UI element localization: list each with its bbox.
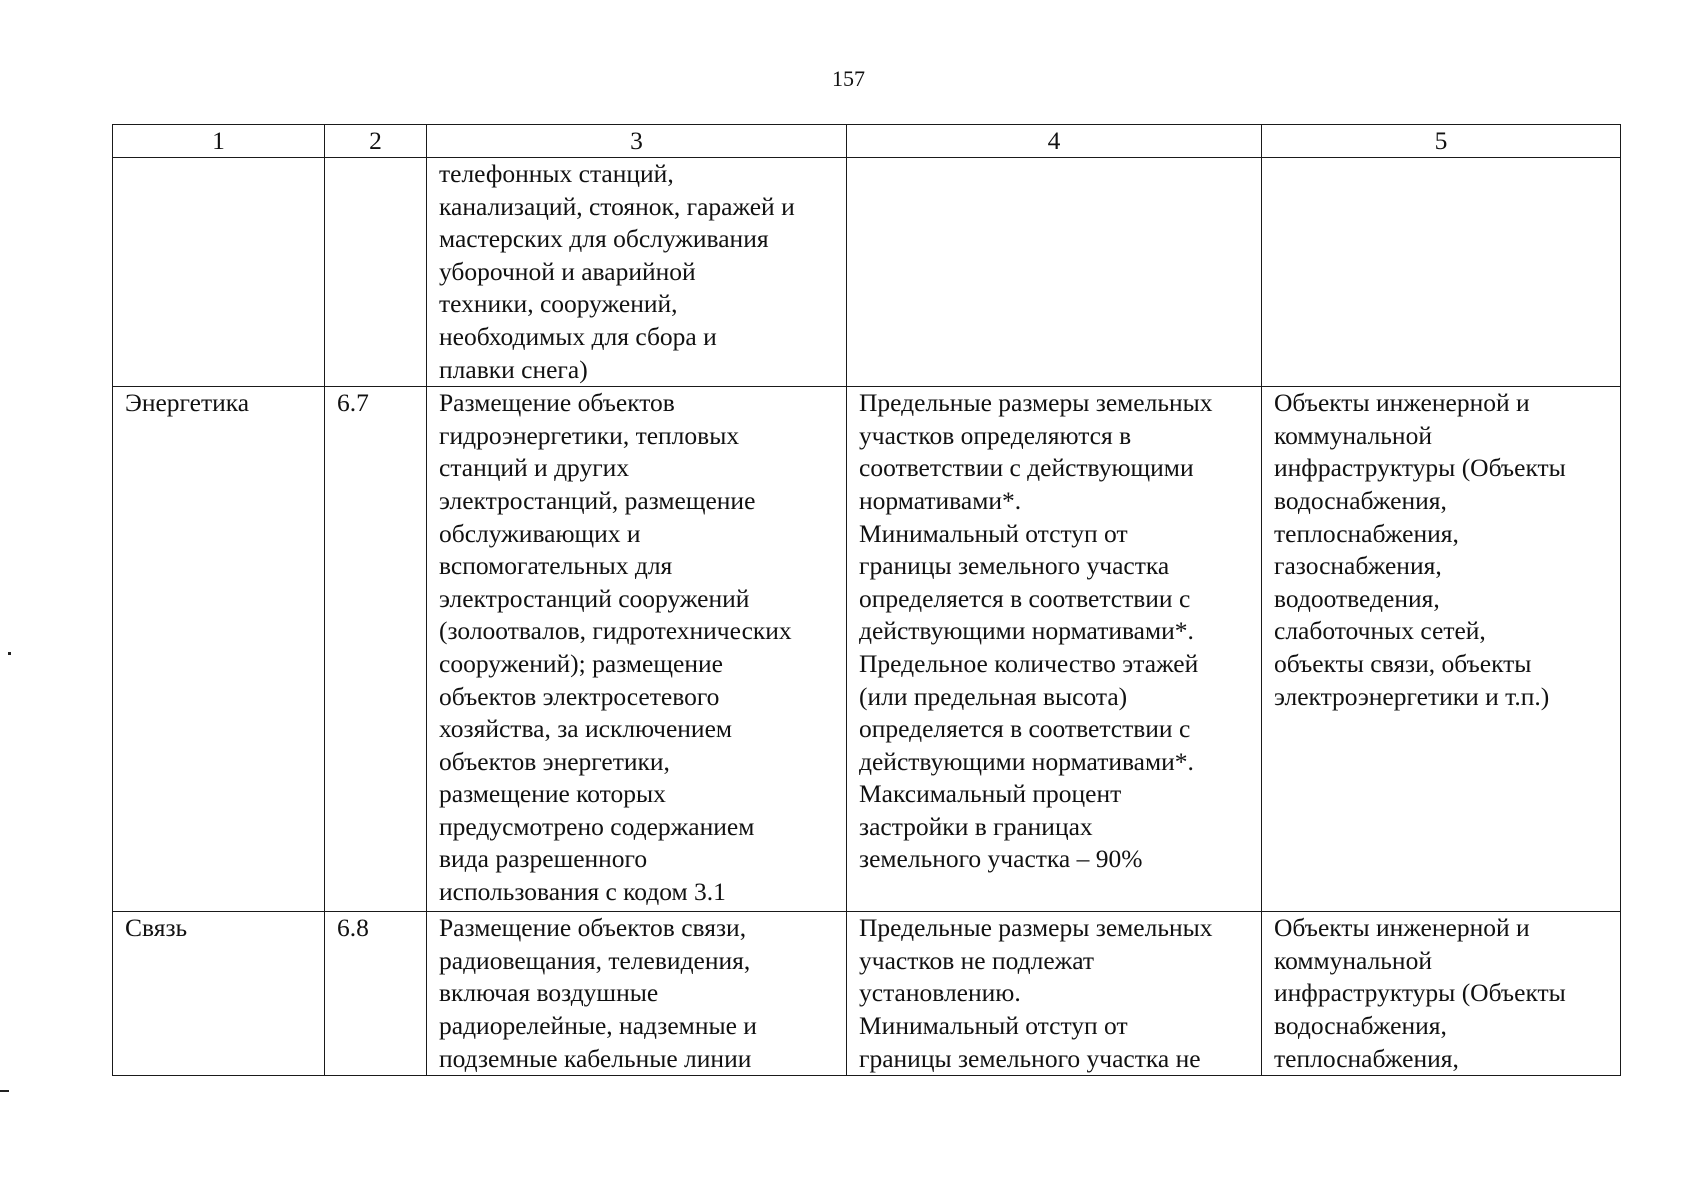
cell-line: Размещение объектов bbox=[439, 388, 675, 418]
cell-line: водоснабжения, bbox=[1274, 1010, 1447, 1040]
cell-line: водоснабжения, bbox=[1274, 485, 1447, 515]
cell-line: объектов электросетевого bbox=[439, 681, 720, 711]
cell-line: гидроэнергетики, тепловых bbox=[439, 420, 740, 450]
cell-line: обслуживающих и bbox=[439, 518, 641, 548]
page-number: 157 bbox=[832, 66, 865, 91]
cell-line: Объекты инженерной и bbox=[1274, 913, 1530, 943]
cell-line: действующими нормативами*. bbox=[859, 746, 1194, 776]
column-header-1: 1 bbox=[113, 125, 325, 158]
table-row bbox=[113, 158, 1621, 387]
cell-line: предусмотрено содержанием bbox=[439, 811, 755, 841]
cell-line: сооружений); размещение bbox=[439, 648, 723, 678]
table-header-row bbox=[113, 125, 1621, 158]
cell-line: радиовещания, телевидения, bbox=[439, 945, 751, 975]
column-header-2: 2 bbox=[325, 125, 427, 158]
cell-line: Минимальный отступ от bbox=[859, 1010, 1128, 1040]
cell-line: нормативами*. bbox=[859, 485, 1022, 515]
zoning-table bbox=[112, 124, 1621, 1076]
cell-line: станций и других bbox=[439, 453, 630, 483]
row-description bbox=[427, 387, 847, 912]
cell-line: включая воздушные bbox=[439, 978, 659, 1008]
cell-line: электроэнергетики и т.п.) bbox=[1274, 681, 1550, 711]
row-parameters bbox=[847, 912, 1262, 1076]
row-description bbox=[427, 912, 847, 1076]
row-code bbox=[325, 158, 427, 387]
cell-line: необходимых для сбора и bbox=[439, 321, 717, 351]
cell-line: соответствии с действующими bbox=[859, 453, 1194, 483]
cell-line: Предельное количество этажей bbox=[859, 648, 1199, 678]
cell-line: размещение которых bbox=[439, 779, 666, 809]
row-parameters bbox=[847, 158, 1262, 387]
cell-line: границы земельного участка не bbox=[859, 1043, 1201, 1073]
row-name: Энергетика bbox=[113, 387, 325, 912]
cell-line: использования с кодом 3.1 bbox=[439, 877, 726, 907]
column-header-4: 4 bbox=[847, 125, 1262, 158]
cell-line: теплоснабжения, bbox=[1274, 1043, 1459, 1073]
column-header-5: 5 bbox=[1262, 125, 1621, 158]
cell-line: установлению. bbox=[859, 978, 1021, 1008]
cell-line: Предельные размеры земельных bbox=[859, 388, 1213, 418]
cell-line: объекты связи, объекты bbox=[1274, 648, 1532, 678]
cell-line: коммунальной bbox=[1274, 420, 1432, 450]
cell-line: земельного участка – 90% bbox=[859, 844, 1143, 874]
column-header-3: 3 bbox=[427, 125, 847, 158]
cell-line: действующими нормативами*. bbox=[859, 616, 1194, 646]
table-row bbox=[113, 387, 1621, 912]
cell-line: техники, сооружений, bbox=[439, 289, 678, 319]
row-name: Связь bbox=[113, 912, 325, 1076]
cell-line: определяется в соответствии с bbox=[859, 714, 1191, 744]
cell-line: инфраструктуры (Объекты bbox=[1274, 453, 1566, 483]
table-row bbox=[113, 912, 1621, 1076]
cell-line: Минимальный отступ от bbox=[859, 518, 1128, 548]
margin-dash bbox=[0, 1090, 9, 1092]
cell-line: электростанций сооружений bbox=[439, 583, 750, 613]
cell-line: водоотведения, bbox=[1274, 583, 1440, 613]
cell-line: Предельные размеры земельных bbox=[859, 913, 1213, 943]
cell-line: границы земельного участка bbox=[859, 551, 1170, 581]
cell-line: канализаций, стоянок, гаражей и bbox=[439, 191, 795, 221]
cell-line: хозяйства, за исключением bbox=[439, 714, 733, 744]
row-name bbox=[113, 158, 325, 387]
row-objects bbox=[1262, 387, 1621, 912]
cell-line: газоснабжения, bbox=[1274, 551, 1442, 581]
cell-line: радиорелейные, надземные и bbox=[439, 1010, 757, 1040]
cell-line: вида разрешенного bbox=[439, 844, 648, 874]
cell-line: теплоснабжения, bbox=[1274, 518, 1459, 548]
cell-line: Размещение объектов связи, bbox=[439, 913, 747, 943]
row-code: 6.8 bbox=[325, 912, 427, 1076]
cell-line: плавки снега) bbox=[439, 354, 588, 384]
row-parameters bbox=[847, 387, 1262, 912]
row-objects bbox=[1262, 912, 1621, 1076]
cell-line: застройки в границах bbox=[859, 811, 1093, 841]
cell-line: телефонных станций, bbox=[439, 159, 674, 188]
cell-line: подземные кабельные линии bbox=[439, 1043, 752, 1073]
cell-line: определяется в соответствии с bbox=[859, 583, 1191, 613]
cell-line: участков не подлежат bbox=[859, 945, 1095, 975]
cell-line: Объекты инженерной и bbox=[1274, 388, 1530, 418]
cell-line: Максимальный процент bbox=[859, 779, 1122, 809]
cell-line: участков определяются в bbox=[859, 420, 1132, 450]
row-description bbox=[427, 158, 847, 387]
cell-line: мастерских для обслуживания bbox=[439, 224, 769, 254]
cell-line: вспомогательных для bbox=[439, 551, 673, 581]
cell-line: электростанций, размещение bbox=[439, 485, 756, 515]
cell-line: (или предельная высота) bbox=[859, 681, 1128, 711]
cell-line: уборочной и аварийной bbox=[439, 256, 696, 286]
row-code: 6.7 bbox=[325, 387, 427, 912]
cell-line: коммунальной bbox=[1274, 945, 1432, 975]
cell-line: слаботочных сетей, bbox=[1274, 616, 1486, 646]
cell-line: (золоотвалов, гидротехнических bbox=[439, 616, 792, 646]
cell-line: инфраструктуры (Объекты bbox=[1274, 978, 1566, 1008]
margin-dot bbox=[8, 652, 11, 655]
cell-line: объектов энергетики, bbox=[439, 746, 670, 776]
row-objects bbox=[1262, 158, 1621, 387]
